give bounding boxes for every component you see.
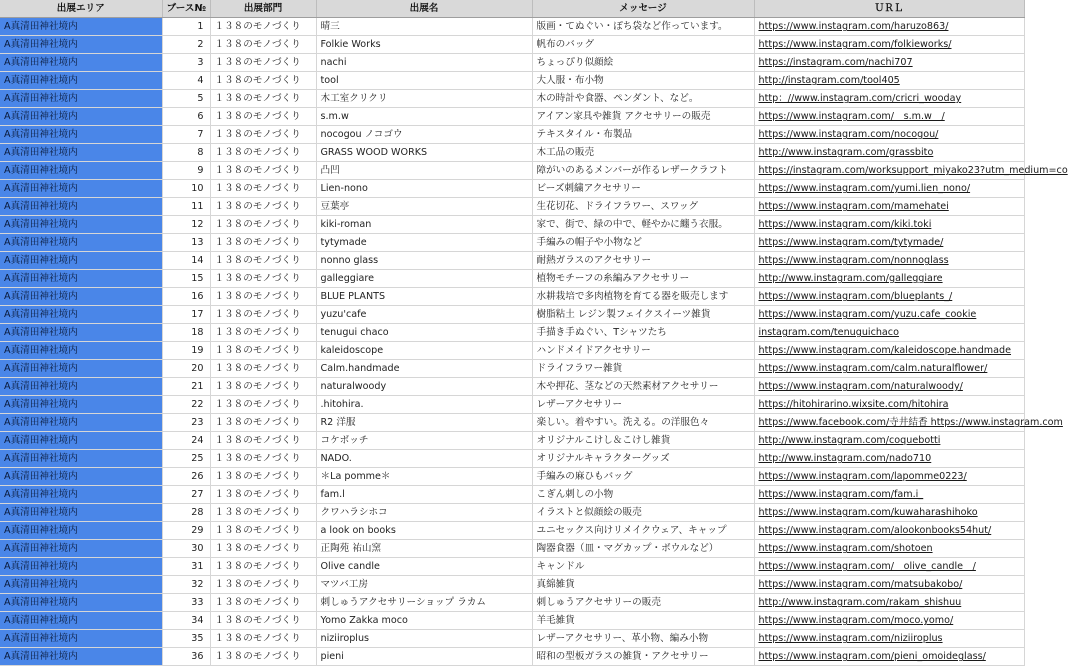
booth-no-cell[interactable]: 14 [162,252,210,270]
exhibitor-name-cell[interactable]: tytymade [316,234,532,252]
header-message[interactable]: メッセージ [532,0,754,18]
exhibitor-name-cell[interactable]: Lien-nono [316,180,532,198]
message-cell[interactable]: 帆布のバッグ [532,36,754,54]
table-row [0,504,1024,522]
department-cell[interactable]: １３８のモノづくり [210,522,316,540]
department-cell[interactable]: １３８のモノづくり [210,126,316,144]
table-row [0,234,1024,252]
department-cell[interactable]: １３８のモノづくり [210,162,316,180]
table-row [0,342,1024,360]
booth-no-cell[interactable]: 10 [162,180,210,198]
area-cell[interactable]: A真清田神社境内 [0,648,162,666]
table-row [0,144,1024,162]
department-cell[interactable]: １３８のモノづくり [210,342,316,360]
message-cell[interactable]: 木や押花、茎などの天然素材アクセサリー [532,378,754,396]
department-cell[interactable]: １３８のモノづくり [210,630,316,648]
department-cell[interactable]: １３８のモノづくり [210,432,316,450]
booth-no-cell[interactable]: 3 [162,54,210,72]
url-link[interactable]: https://www.instagram.com/kuwaharashihoko [754,504,1024,522]
department-cell[interactable]: １３８のモノづくり [210,306,316,324]
booth-no-cell[interactable]: 11 [162,198,210,216]
url-link[interactable]: https://www.instagram.com/tytymade/ [754,234,1024,252]
table-row [0,450,1024,468]
exhibitor-name-cell[interactable]: s.m.w [316,108,532,126]
url-link[interactable]: http://www.instagram.com/nado710 [754,450,1024,468]
table-row [0,378,1024,396]
booth-no-cell[interactable]: 22 [162,396,210,414]
exhibitor-name-cell[interactable]: NADO. [316,450,532,468]
area-cell[interactable]: A真清田神社境内 [0,486,162,504]
area-cell[interactable]: A真清田神社境内 [0,270,162,288]
booth-no-cell[interactable]: 16 [162,288,210,306]
url-link[interactable]: https://www.instagram.com/yuzu.cafe_cookie [754,306,1024,324]
department-cell[interactable]: １３８のモノづくり [210,468,316,486]
table-row [0,90,1024,108]
url-link[interactable]: https://www.instagram.com/mamehatei [754,198,1024,216]
table-row [0,54,1024,72]
department-cell[interactable]: １３８のモノづくり [210,252,316,270]
booth-no-cell[interactable]: 25 [162,450,210,468]
booth-no-cell[interactable]: 33 [162,594,210,612]
area-cell[interactable]: A真清田神社境内 [0,612,162,630]
table-row [0,594,1024,612]
booth-no-cell[interactable]: 27 [162,486,210,504]
header-area[interactable]: 出展エリア [0,0,162,18]
area-cell[interactable]: A真清田神社境内 [0,378,162,396]
department-cell[interactable]: １３８のモノづくり [210,216,316,234]
department-cell[interactable]: １３８のモノづくり [210,360,316,378]
department-cell[interactable]: １３８のモノづくり [210,108,316,126]
table-row [0,558,1024,576]
department-cell[interactable]: １３８のモノづくり [210,90,316,108]
message-cell[interactable]: 水耕栽培で多肉植物を育てる器を販売します [532,288,754,306]
table-row [0,108,1024,126]
area-cell[interactable]: A真清田神社境内 [0,54,162,72]
message-cell[interactable]: 樹脂粘土 レジン製フェイクスイーツ雑貨 [532,306,754,324]
url-link[interactable]: https://www.instagram.com/pieni_omoideglass/ [754,648,1024,666]
table-row [0,576,1024,594]
url-link[interactable]: https://www.facebook.com/寺井結香 https://www.instagram.com [754,414,1024,432]
department-cell[interactable]: １３８のモノづくり [210,144,316,162]
message-cell[interactable]: 手描き手ぬぐい、Tシャツたち [532,324,754,342]
exhibitor-name-cell[interactable]: galleggiare [316,270,532,288]
exhibitor-name-cell[interactable]: nocogou ノコゴウ [316,126,532,144]
message-cell[interactable]: イラストと似顔絵の販売 [532,504,754,522]
area-cell[interactable]: A真清田神社境内 [0,180,162,198]
booth-no-cell[interactable]: 21 [162,378,210,396]
department-cell[interactable]: １３８のモノづくり [210,72,316,90]
area-cell[interactable]: A真清田神社境内 [0,396,162,414]
area-cell[interactable]: A真清田神社境内 [0,504,162,522]
department-cell[interactable]: １３８のモノづくり [210,270,316,288]
area-cell[interactable]: A真清田神社境内 [0,522,162,540]
exhibitor-name-cell[interactable]: fam.l [316,486,532,504]
table-row [0,288,1024,306]
booth-no-cell[interactable]: 5 [162,90,210,108]
message-cell[interactable]: アイアン家具や雑貨 アクセサリーの販売 [532,108,754,126]
table-row [0,324,1024,342]
message-cell[interactable]: 障がいのあるメンバーが作るレザークラフト [532,162,754,180]
url-link[interactable]: http：//www.instagram.com/cricri_wooday [754,90,1024,108]
table-row [0,180,1024,198]
area-cell[interactable]: A真清田神社境内 [0,288,162,306]
department-cell[interactable]: １３８のモノづくり [210,324,316,342]
department-cell[interactable]: １３８のモノづくり [210,558,316,576]
url-link[interactable]: http://instagram.com/tool405 [754,72,1024,90]
table-row [0,648,1024,666]
message-cell[interactable]: レザーアクセサリー、革小物、編み小物 [532,630,754,648]
exhibitor-name-cell[interactable]: BLUE PLANTS [316,288,532,306]
area-cell[interactable]: A真清田神社境内 [0,540,162,558]
exhibitor-name-cell[interactable]: tenugui chaco [316,324,532,342]
area-cell[interactable]: A真清田神社境内 [0,162,162,180]
booth-no-cell[interactable]: 29 [162,522,210,540]
table-row [0,468,1024,486]
exhibitor-name-cell[interactable]: 刺しゅうアクセサリーショップ ラカム [316,594,532,612]
area-cell[interactable]: A真清田神社境内 [0,450,162,468]
exhibitor-name-cell[interactable]: naturalwoody [316,378,532,396]
exhibitor-name-cell[interactable]: 凸凹 [316,162,532,180]
department-cell[interactable]: １３８のモノづくり [210,54,316,72]
area-cell[interactable]: A真清田神社境内 [0,18,162,36]
table-row [0,414,1024,432]
table-row [0,540,1024,558]
header-exhibitor-name[interactable]: 出展名 [316,0,532,18]
message-cell[interactable]: 手編みの帽子や小物など [532,234,754,252]
exhibitor-name-cell[interactable]: クワハラシホコ [316,504,532,522]
url-link[interactable]: https://www.instagram.com/alookonbooks54hut/ [754,522,1024,540]
department-cell[interactable]: １３８のモノづくり [210,450,316,468]
exhibitor-name-cell[interactable]: tool [316,72,532,90]
url-link[interactable]: https://www.instagram.com/kiki.toki [754,216,1024,234]
url-link[interactable]: https://hitohirarino.wixsite.com/hitohira [754,396,1024,414]
department-cell[interactable]: １３８のモノづくり [210,576,316,594]
url-link[interactable]: https://www.instagram.com/nocogou/ [754,126,1024,144]
header-department[interactable]: 出展部門 [210,0,316,18]
area-cell[interactable]: A真清田神社境内 [0,234,162,252]
booth-no-cell[interactable]: 13 [162,234,210,252]
table-row [0,198,1024,216]
exhibitor-name-cell[interactable]: 晴三 [316,18,532,36]
booth-no-cell[interactable]: 7 [162,126,210,144]
url-link[interactable]: https://www.instagram.com/shotoen [754,540,1024,558]
url-link[interactable]: https://www.instagram.com/kaleidoscope.handmade [754,342,1024,360]
exhibitor-name-cell[interactable]: Yomo Zakka moco [316,612,532,630]
url-link[interactable]: https://www.instagram.com/naturalwoody/ [754,378,1024,396]
exhibitor-name-cell[interactable]: Calm.handmade [316,360,532,378]
booth-no-cell[interactable]: 20 [162,360,210,378]
table-row [0,162,1024,180]
department-cell[interactable]: １３８のモノづくり [210,18,316,36]
booth-no-cell[interactable]: 32 [162,576,210,594]
area-cell[interactable]: A真清田神社境内 [0,468,162,486]
url-link[interactable]: https://www.instagram.com/ olive_candle / [754,558,1024,576]
message-cell[interactable]: オリジナルキャラクターグッズ [532,450,754,468]
booth-no-cell[interactable]: 15 [162,270,210,288]
department-cell[interactable]: １３８のモノづくり [210,648,316,666]
url-link[interactable]: https://www.instagram.com/ s.m.w / [754,108,1024,126]
message-cell[interactable]: ちょっぴり似顔絵 [532,54,754,72]
url-link[interactable]: https://www.instagram.com/lapomme0223/ [754,468,1024,486]
exhibitor-name-cell[interactable]: Olive candle [316,558,532,576]
area-cell[interactable]: A真清田神社境内 [0,126,162,144]
table-row [0,126,1024,144]
exhibitor-name-cell[interactable]: Folkie Works [316,36,532,54]
table-row [0,216,1024,234]
message-cell[interactable]: ハンドメイドアクセサリー [532,342,754,360]
url-link[interactable]: https://www.instagram.com/yumi.lien_nono/ [754,180,1024,198]
header-row [0,0,1024,18]
area-cell[interactable]: A真清田神社境内 [0,198,162,216]
exhibitor-name-cell[interactable]: ＊La pomme＊ [316,468,532,486]
department-cell[interactable]: １３８のモノづくり [210,198,316,216]
exhibitor-name-cell[interactable]: niziiroplus [316,630,532,648]
area-cell[interactable]: A真清田神社境内 [0,90,162,108]
url-link[interactable]: https://instagram.com/nachi707 [754,54,1024,72]
area-cell[interactable]: A真清田神社境内 [0,630,162,648]
url-link[interactable]: https://www.instagram.com/haruzo863/ [754,18,1024,36]
booth-no-cell[interactable]: 34 [162,612,210,630]
department-cell[interactable]: １３８のモノづくり [210,612,316,630]
area-cell[interactable]: A真清田神社境内 [0,432,162,450]
department-cell[interactable]: １３８のモノづくり [210,180,316,198]
area-cell[interactable]: A真清田神社境内 [0,72,162,90]
table-row [0,18,1024,36]
exhibitor-name-cell[interactable]: kiki-roman [316,216,532,234]
exhibitor-name-cell[interactable]: nachi [316,54,532,72]
message-cell[interactable]: 大人服・布小物 [532,72,754,90]
booth-no-cell[interactable]: 24 [162,432,210,450]
table-row [0,306,1024,324]
area-cell[interactable]: A真清田神社境内 [0,594,162,612]
message-cell[interactable]: 木工品の販売 [532,144,754,162]
area-cell[interactable]: A真清田神社境内 [0,252,162,270]
booth-no-cell[interactable]: 2 [162,36,210,54]
booth-no-cell[interactable]: 9 [162,162,210,180]
message-cell[interactable]: テキスタイル・布製品 [532,126,754,144]
area-cell[interactable]: A真清田神社境内 [0,360,162,378]
exhibitor-name-cell[interactable]: a look on books [316,522,532,540]
booth-no-cell[interactable]: 1 [162,18,210,36]
department-cell[interactable]: １３８のモノづくり [210,396,316,414]
exhibitor-name-cell[interactable]: コケボッチ [316,432,532,450]
url-link[interactable]: http://www.instagram.com/grassbito [754,144,1024,162]
department-cell[interactable]: １３８のモノづくり [210,414,316,432]
exhibitor-name-cell[interactable]: yuzu'cafe [316,306,532,324]
message-cell[interactable]: ビーズ刺繍アクセサリー [532,180,754,198]
url-link[interactable]: https://www.instagram.com/blueplants_/ [754,288,1024,306]
exhibitor-name-cell[interactable]: nonno glass [316,252,532,270]
booth-no-cell[interactable]: 8 [162,144,210,162]
booth-no-cell[interactable]: 31 [162,558,210,576]
exhibitor-name-cell[interactable]: R2 洋服 [316,414,532,432]
message-cell[interactable]: 陶器食器（皿・マグカップ・ボウルなど） [532,540,754,558]
url-link[interactable]: https://instagram.com/worksupport_miyako23?utm_medium=co [754,162,1024,180]
department-cell[interactable]: １３８のモノづくり [210,504,316,522]
message-cell[interactable]: 手編みの麻ひもバッグ [532,468,754,486]
message-cell[interactable]: レザーアクセサリー [532,396,754,414]
message-cell[interactable]: ユニセックス向けリメイクウェア、キャップ [532,522,754,540]
booth-no-cell[interactable]: 36 [162,648,210,666]
table-row [0,72,1024,90]
message-cell[interactable]: オリジナルこけし＆こけし雑貨 [532,432,754,450]
url-link[interactable]: https://www.instagram.com/folkieworks/ [754,36,1024,54]
message-cell[interactable]: ドライフラワー雑貨 [532,360,754,378]
exhibitor-name-cell[interactable]: 正陶苑 祐山窯 [316,540,532,558]
booth-no-cell[interactable]: 35 [162,630,210,648]
department-cell[interactable]: １３８のモノづくり [210,540,316,558]
url-link[interactable]: https://www.instagram.com/niziiroplus [754,630,1024,648]
message-cell[interactable]: 耐熱ガラスのアクセサリー [532,252,754,270]
message-cell[interactable]: 木の時計や食器、ペンダント、など。 [532,90,754,108]
url-link[interactable]: https://www.instagram.com/nonnoglass [754,252,1024,270]
booth-no-cell[interactable]: 4 [162,72,210,90]
table-row [0,612,1024,630]
message-cell[interactable]: 羊毛雑貨 [532,612,754,630]
message-cell[interactable]: こぎん刺しの小物 [532,486,754,504]
exhibitor-name-cell[interactable]: GRASS WOOD WORKS [316,144,532,162]
exhibitor-name-cell[interactable]: マツバ工房 [316,576,532,594]
url-link[interactable]: http://www.instagram.com/galleggiare [754,270,1024,288]
header-url[interactable]: ＵＲＬ [754,0,1024,18]
booth-no-cell[interactable]: 28 [162,504,210,522]
booth-no-cell[interactable]: 18 [162,324,210,342]
booth-no-cell[interactable]: 19 [162,342,210,360]
area-cell[interactable]: A真清田神社境内 [0,324,162,342]
table-row [0,360,1024,378]
area-cell[interactable]: A真清田神社境内 [0,144,162,162]
message-cell[interactable]: 植物モチーフの糸編みアクセサリー [532,270,754,288]
exhibitor-name-cell[interactable]: kaleidoscope [316,342,532,360]
table-row [0,396,1024,414]
url-link[interactable]: instagram.com/tenuguichaco [754,324,1024,342]
message-cell[interactable]: キャンドル [532,558,754,576]
message-cell[interactable]: 版画・てぬぐい・ぽち袋など作っています。 [532,18,754,36]
table-row [0,252,1024,270]
department-cell[interactable]: １３８のモノづくり [210,234,316,252]
url-link[interactable]: https://www.instagram.com/calm.naturalflower/ [754,360,1024,378]
area-cell[interactable]: A真清田神社境内 [0,342,162,360]
department-cell[interactable]: １３８のモノづくり [210,378,316,396]
message-cell[interactable]: 刺しゅうアクセサリーの販売 [532,594,754,612]
exhibitor-name-cell[interactable]: 豆葉亭 [316,198,532,216]
area-cell[interactable]: A真清田神社境内 [0,306,162,324]
booth-no-cell[interactable]: 23 [162,414,210,432]
area-cell[interactable]: A真清田神社境内 [0,216,162,234]
url-link[interactable]: https://www.instagram.com/matsubakobo/ [754,576,1024,594]
url-link[interactable]: https://www.instagram.com/fam.i_ [754,486,1024,504]
message-cell[interactable]: 楽しい。着やすい。洗える。の洋服色々 [532,414,754,432]
booth-no-cell[interactable]: 12 [162,216,210,234]
department-cell[interactable]: １３８のモノづくり [210,288,316,306]
table-row [0,36,1024,54]
area-cell[interactable]: A真清田神社境内 [0,36,162,54]
area-cell[interactable]: A真清田神社境内 [0,108,162,126]
table-row [0,522,1024,540]
table-row [0,270,1024,288]
header-booth-no[interactable]: ブース№ [162,0,210,18]
table-row [0,432,1024,450]
url-link[interactable]: http://www.instagram.com/rakam_shishuu [754,594,1024,612]
table-row [0,486,1024,504]
department-cell[interactable]: １３８のモノづくり [210,594,316,612]
department-cell[interactable]: １３８のモノづくり [210,486,316,504]
area-cell[interactable]: A真清田神社境内 [0,414,162,432]
booth-no-cell[interactable]: 6 [162,108,210,126]
booth-no-cell[interactable]: 26 [162,468,210,486]
message-cell[interactable]: 昭和の型板ガラスの雑貨・アクセサリー [532,648,754,666]
exhibitor-name-cell[interactable]: pieni [316,648,532,666]
area-cell[interactable]: A真清田神社境内 [0,576,162,594]
message-cell[interactable]: 生花切花、ドライフラワー、スワッグ [532,198,754,216]
url-link[interactable]: http://www.instagram.com/coquebotti [754,432,1024,450]
exhibitor-name-cell[interactable]: 木工室クリクリ [316,90,532,108]
booth-no-cell[interactable]: 30 [162,540,210,558]
department-cell[interactable]: １３８のモノづくり [210,36,316,54]
area-cell[interactable]: A真清田神社境内 [0,558,162,576]
message-cell[interactable]: 家で、街で、緑の中で、軽やかに纏う衣服。 [532,216,754,234]
message-cell[interactable]: 真綿雑貨 [532,576,754,594]
table-row [0,630,1024,648]
booth-no-cell[interactable]: 17 [162,306,210,324]
url-link[interactable]: https://www.instagram.com/moco.yomo/ [754,612,1024,630]
exhibitor-name-cell[interactable]: .hitohira. [316,396,532,414]
